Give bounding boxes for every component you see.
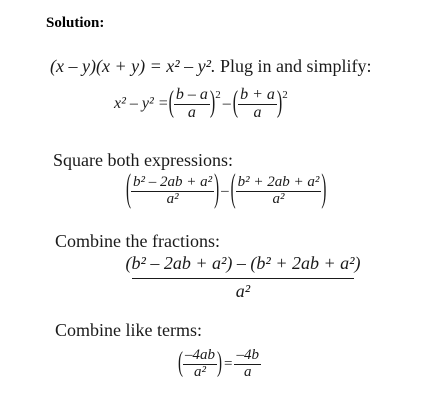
open-paren: ( bbox=[178, 348, 183, 379]
minus-operator: – bbox=[221, 182, 229, 199]
fraction-b-minus-a-over-a bbox=[174, 87, 210, 122]
fraction-minus-4b-over-a bbox=[234, 348, 261, 381]
fraction-denominator: a bbox=[187, 103, 196, 121]
fraction-numerator: –4b bbox=[236, 347, 259, 363]
plug-in-instruction: Plug in and simplify: bbox=[220, 56, 372, 76]
close-paren: ) bbox=[276, 87, 283, 120]
combine-fractions-label: Combine the fractions: bbox=[55, 231, 220, 251]
exponent: 2 bbox=[215, 89, 221, 102]
close-paren: ) bbox=[321, 169, 327, 211]
fraction-numerator: (b² – 2ab + a²) – (b² + 2ab + a²) bbox=[125, 253, 361, 273]
fraction-denominator: a² bbox=[166, 190, 179, 207]
identity-line bbox=[50, 56, 372, 77]
fraction-numerator: b² + 2ab + a² bbox=[237, 174, 320, 190]
open-paren: ( bbox=[230, 169, 236, 211]
square-step-label: Square both expressions: bbox=[53, 150, 233, 170]
minus-operator: – bbox=[222, 95, 231, 113]
fraction-denominator: a bbox=[243, 363, 252, 380]
fraction-numerator: b – a bbox=[175, 86, 208, 103]
fraction-numerator: b + a bbox=[240, 86, 275, 103]
squared-expressions bbox=[126, 169, 327, 211]
close-paren: ) bbox=[209, 87, 216, 120]
fraction-bar bbox=[132, 278, 354, 279]
fraction-denominator: a² bbox=[272, 190, 285, 207]
fraction-numerator: b² – 2ab + a² bbox=[133, 174, 213, 190]
final-result-equation bbox=[178, 348, 261, 381]
fraction-denominator: a² bbox=[235, 281, 251, 301]
difference-of-squares-identity: (x – y)(x + y) = x² – y². bbox=[50, 56, 216, 76]
substitution-equation bbox=[114, 87, 288, 122]
fraction-expanded-difference bbox=[131, 175, 214, 208]
combined-fraction bbox=[125, 253, 361, 302]
solution-heading: Solution: bbox=[46, 15, 105, 31]
fraction-denominator: a bbox=[253, 103, 262, 121]
fraction-b-plus-a-over-a bbox=[238, 87, 277, 122]
combine-like-terms-label: Combine like terms: bbox=[55, 320, 202, 340]
fraction-expanded-sum bbox=[236, 175, 322, 208]
fraction-numerator: –4ab bbox=[185, 347, 215, 363]
exponent: 2 bbox=[282, 89, 288, 102]
open-paren: ( bbox=[168, 87, 174, 120]
close-paren: ) bbox=[214, 169, 220, 211]
equals-operator: = bbox=[224, 355, 233, 372]
fraction-denominator: a² bbox=[194, 363, 206, 380]
open-paren: ( bbox=[126, 169, 131, 211]
close-paren: ) bbox=[217, 348, 222, 379]
fraction-minus-4ab-over-a-squared bbox=[183, 348, 217, 381]
lhs-expression: x² – y² = bbox=[114, 95, 169, 113]
open-paren: ( bbox=[232, 87, 239, 120]
